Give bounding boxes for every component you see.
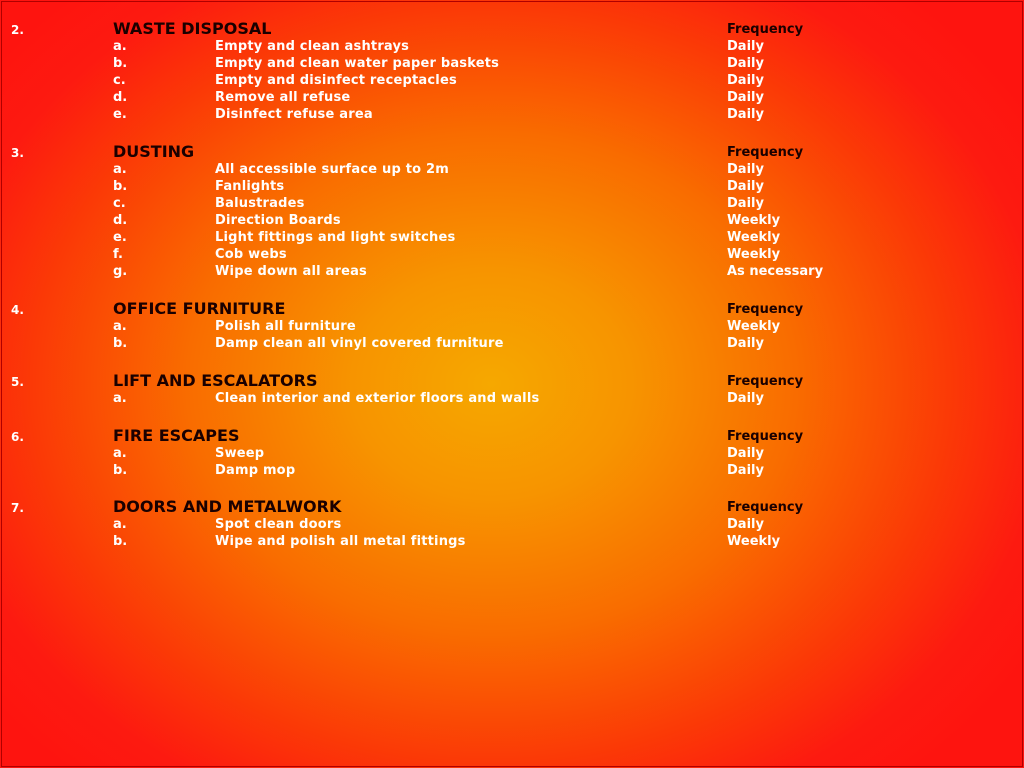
task-row — [0, 195, 1024, 212]
frequency-header: Frequency — [727, 429, 804, 444]
task-row — [0, 335, 1024, 352]
item-task: Polish all furniture — [215, 319, 356, 334]
section-number: 2. — [11, 23, 24, 37]
item-letter: a. — [113, 517, 127, 532]
frequency-header: Frequency — [727, 302, 804, 317]
item-letter: f. — [113, 247, 123, 262]
item-letter: a. — [113, 446, 127, 461]
item-task: Empty and clean water paper baskets — [215, 56, 500, 71]
item-task: All accessible surface up to 2m — [215, 162, 449, 177]
task-row — [0, 89, 1024, 106]
task-row — [0, 533, 1024, 550]
section-dusting — [0, 142, 1024, 280]
item-frequency: Daily — [727, 73, 764, 88]
section-title: DOORS AND METALWORK — [113, 497, 342, 516]
item-frequency: Daily — [727, 391, 764, 406]
task-row — [0, 246, 1024, 263]
section-header — [0, 142, 1024, 161]
frequency-header: Frequency — [727, 500, 804, 515]
item-letter: b. — [113, 463, 128, 478]
item-frequency: Daily — [727, 39, 764, 54]
item-letter: b. — [113, 56, 128, 71]
item-task: Direction Boards — [215, 213, 341, 228]
task-row — [0, 212, 1024, 229]
task-row — [0, 229, 1024, 246]
frequency-header: Frequency — [727, 374, 804, 389]
section-number: 4. — [11, 303, 24, 317]
task-row — [0, 516, 1024, 533]
item-task: Wipe and polish all metal fittings — [215, 534, 466, 549]
task-row — [0, 390, 1024, 407]
section-title: WASTE DISPOSAL — [113, 19, 272, 38]
section-number: 5. — [11, 375, 24, 389]
frequency-header: Frequency — [727, 145, 804, 160]
item-letter: a. — [113, 162, 127, 177]
section-header — [0, 426, 1024, 445]
section-fire-escapes — [0, 426, 1024, 479]
item-letter: e. — [113, 230, 127, 245]
item-frequency: Weekly — [727, 230, 781, 245]
section-title: OFFICE FURNITURE — [113, 299, 286, 318]
item-frequency: Daily — [727, 56, 764, 71]
item-letter: d. — [113, 213, 128, 228]
item-task: Disinfect refuse area — [215, 107, 373, 122]
item-frequency: Daily — [727, 90, 764, 105]
task-row — [0, 55, 1024, 72]
item-letter: c. — [113, 73, 126, 88]
section-number: 7. — [11, 501, 24, 515]
item-letter: a. — [113, 391, 127, 406]
section-header — [0, 299, 1024, 318]
task-row — [0, 106, 1024, 123]
task-row — [0, 72, 1024, 89]
item-task: Damp clean all vinyl covered furniture — [215, 336, 504, 351]
item-frequency: Daily — [727, 446, 764, 461]
item-task: Clean interior and exterior floors and walls — [215, 391, 540, 406]
item-frequency: Daily — [727, 336, 764, 351]
item-frequency: Daily — [727, 162, 764, 177]
item-frequency: Weekly — [727, 534, 781, 549]
item-frequency: Daily — [727, 179, 764, 194]
item-task: Balustrades — [215, 196, 305, 211]
item-task: Empty and disinfect receptacles — [215, 73, 457, 88]
item-task: Cob webs — [215, 247, 287, 262]
section-title: FIRE ESCAPES — [113, 426, 240, 445]
item-letter: b. — [113, 336, 128, 351]
item-frequency: As necessary — [727, 264, 824, 279]
section-title: DUSTING — [113, 142, 195, 161]
item-letter: b. — [113, 179, 128, 194]
item-frequency: Weekly — [727, 247, 781, 262]
item-letter: a. — [113, 39, 127, 54]
section-header — [0, 19, 1024, 38]
item-task: Damp mop — [215, 463, 296, 478]
section-header — [0, 497, 1024, 516]
item-frequency: Daily — [727, 196, 764, 211]
section-lift-and-escalators — [0, 371, 1024, 407]
task-row — [0, 178, 1024, 195]
item-letter: c. — [113, 196, 126, 211]
item-task: Remove all refuse — [215, 90, 351, 105]
task-row — [0, 462, 1024, 479]
item-letter: d. — [113, 90, 128, 105]
item-frequency: Daily — [727, 463, 764, 478]
task-row — [0, 263, 1024, 280]
item-letter: b. — [113, 534, 128, 549]
section-waste-disposal — [0, 19, 1024, 123]
section-header — [0, 371, 1024, 390]
item-letter: g. — [113, 264, 128, 279]
section-doors-and-metalwork — [0, 497, 1024, 550]
item-frequency: Daily — [727, 107, 764, 122]
item-task: Fanlights — [215, 179, 285, 194]
item-task: Empty and clean ashtrays — [215, 39, 410, 54]
item-task: Sweep — [215, 446, 265, 461]
section-office-furniture — [0, 299, 1024, 352]
item-frequency: Weekly — [727, 319, 781, 334]
task-row — [0, 38, 1024, 55]
item-letter: e. — [113, 107, 127, 122]
section-number: 6. — [11, 430, 24, 444]
item-letter: a. — [113, 319, 127, 334]
task-row — [0, 318, 1024, 335]
item-task: Wipe down all areas — [215, 264, 367, 279]
task-row — [0, 161, 1024, 178]
task-row — [0, 445, 1024, 462]
frequency-header: Frequency — [727, 22, 804, 37]
item-task: Spot clean doors — [215, 517, 342, 532]
item-task: Light fittings and light switches — [215, 230, 456, 245]
item-frequency: Daily — [727, 517, 764, 532]
section-title: LIFT AND ESCALATORS — [113, 371, 318, 390]
item-frequency: Weekly — [727, 213, 781, 228]
section-number: 3. — [11, 146, 24, 160]
